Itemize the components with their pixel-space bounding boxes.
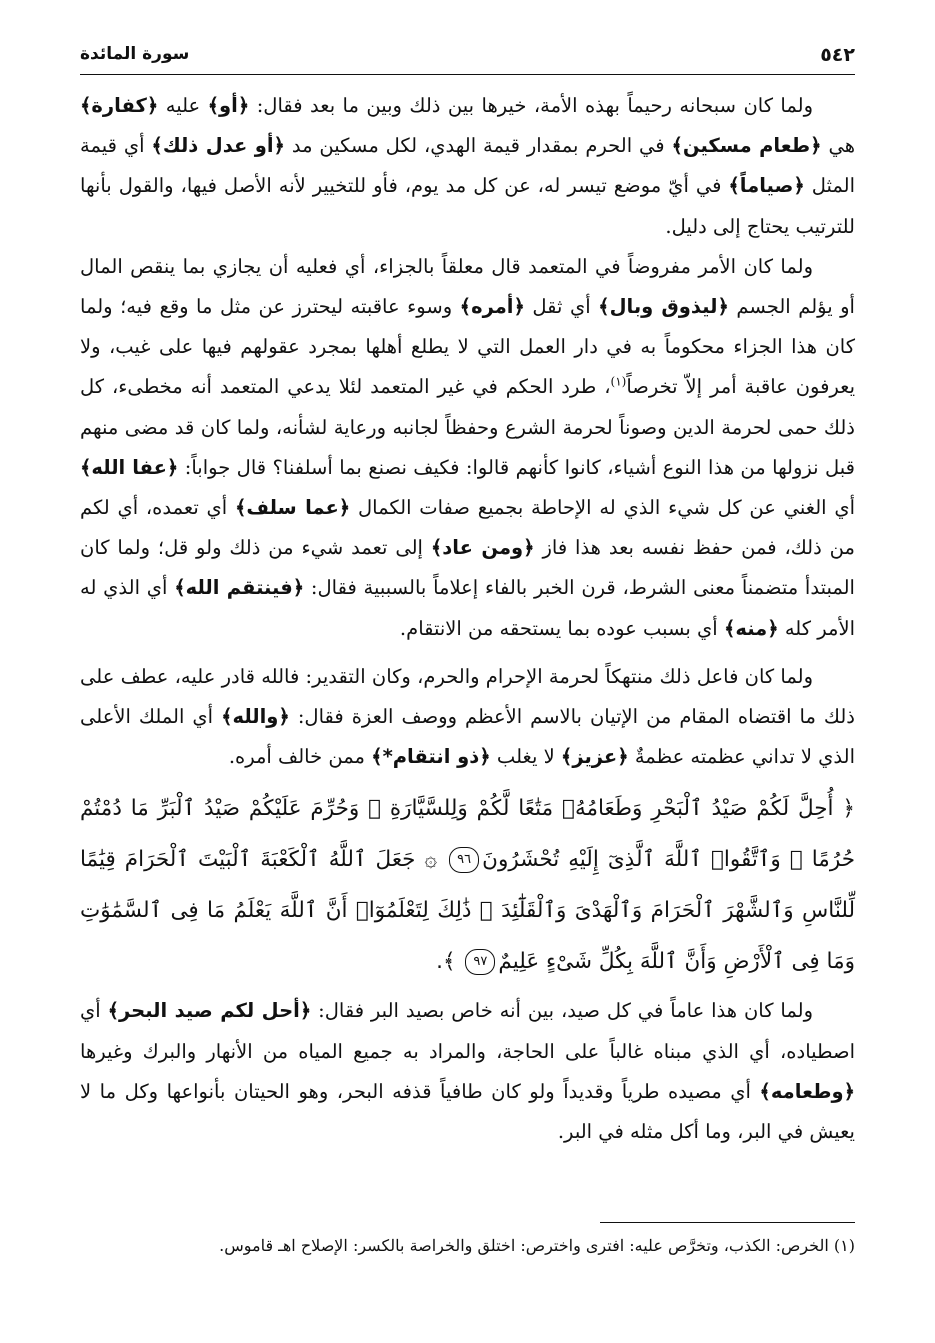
quran-quote: ﴿فينتقم الله﴾ — [174, 576, 305, 600]
text-run: أي بسبب عوده بما يستحقه من الانتقام. — [399, 616, 724, 640]
quran-quote: ﴿صياماً﴾ — [728, 174, 805, 198]
text-run: أي ثقل — [524, 295, 599, 319]
quran-quote: ﴿أو عدل ذلك﴾ — [151, 134, 285, 158]
footnote-text: الخرص: الكذب، وتخرَّص عليه: افترى واخترص: اختلق والخراصة بالكسر: الإصلاح اهـ قاموس. — [219, 1236, 834, 1255]
quran-quote: ﴿كفارة﴾ — [80, 94, 159, 117]
quran-quote: ﴿عزيز﴾ — [560, 745, 629, 769]
quran-quote: ﴿وطعامه﴾ — [759, 1079, 855, 1103]
quran-quote: ﴿ذو انتقام*﴾ — [371, 745, 491, 769]
quran-quote: ﴿طعام مسكين﴾ — [671, 134, 822, 158]
quran-quote: ﴿أمره﴾ — [459, 295, 525, 319]
text-run: لا يغلب — [490, 745, 561, 769]
text-run: أي قيمة المثل — [80, 134, 855, 198]
commentary-body — [80, 86, 855, 1152]
ayah-number-97: ٩٧ — [465, 949, 495, 975]
paragraph-2 — [80, 247, 855, 649]
paragraph-3 — [80, 657, 855, 778]
text-run: أي الملك الأعلى الذي لا تداني عظمته عظمةٌ — [80, 705, 855, 769]
text-run: ولما كان سبحانه رحيماً بهذه الأمة، خيرها بين ذلك وبين ما بعد فقال: — [249, 94, 813, 117]
quran-quote: ﴿أو﴾ — [207, 94, 250, 117]
quran-verses-block — [80, 783, 855, 987]
verse-97: جَعَلَ ٱللَّهُ ٱلْكَعْبَةَ ٱلْبَيْتَ ٱلْحَرَامَ قِيَٰمًا لِّلنَّاسِ وَٱلشَّهْرَ ٱلْحَرَامَ وَٱلْهَدْىَ وَٱلْقَلَٰٓئِدَ ۚ ذَٰلِكَ لِتَعْلَمُوٓا۟ أَنَّ ٱللَّهَ يَعْلَمُ مَا فِى ٱلسَّمَٰوَٰتِ وَمَا فِى ٱلْأَرْضِ وَأَنَّ ٱللَّهَ بِكُلِّ شَىْءٍ عَلِيمٌ — [80, 847, 855, 975]
text-run: ، طرد الحكم في غير المتعمد لئلا يدعي المتعمد أنه مخطىء، كل ذلك حمى لحرمة الدين وصوناً لحرمة الشرع وحفظاً لجانبه ورعاية لشأنه، ولما كان قد مضى منهم قبل نزولها من هذا النوع أشياء، كانوا كأنهم قالوا: فكيف نصنع بما أسلفنا؟ قال جواباً: — [80, 375, 856, 479]
text-run: هي — [821, 134, 855, 158]
footnote-marker: (١) — [833, 1236, 855, 1255]
text-run: أي مصيده طرياً وقديداً ولو كان طافياً قذفه البحر، وهو الحيتان بأنواعها وكل ما لا يعيش في البر، وما أكل مثله في البر. — [80, 1079, 855, 1144]
quran-quote: ﴿منه﴾ — [723, 616, 779, 640]
text-run: في الحرم بمقدار قيمة الهدي، لكل مسكين مد — [284, 134, 672, 158]
text-run: وسوء عاقبته ليحترز عن مثل ما وقع فيه؛ ولما كان هذا الجزاء محكوماً به في دار العمل التي لا يطلع أهلها بمجرد عقولهم فيها على غيب، ولا يعرفون عاقبة أمر إلاّ تخرصاً — [80, 295, 855, 399]
verse-96: ﴿ أُحِلَّ لَكُمْ صَيْدُ ٱلْبَحْرِ وَطَعَامُهُۥ مَتَٰعًا لَّكُمْ وَلِلسَّيَّارَةِ ۖ وَحُرِّمَ عَلَيْكُمْ صَيْدُ ٱلْبَرِّ مَا دُمْتُمْ حُرُمًا ۗ وَٱتَّقُوا۟ ٱللَّهَ ٱلَّذِىٓ إِلَيْهِ تُحْشَرُونَ — [80, 796, 855, 873]
paragraph-4 — [80, 991, 855, 1152]
page-number: ٥٤٢ — [820, 44, 855, 66]
text-run: في أيّ موضع تيسر له، عن كل مد يوم، فأو للتخيير لأنه الأصل فيها، والقول بأنها للترتيب يحتاج إلى دليل. — [80, 174, 855, 238]
paragraph-1 — [80, 86, 855, 247]
text-run: أي الذي له الأمر كله — [80, 576, 855, 640]
text-run: ممن خالف أمره. — [228, 745, 372, 769]
text-run: عليه — [158, 94, 208, 117]
page-header — [80, 42, 855, 75]
footnote-divider — [600, 1222, 855, 1223]
quran-quote: ﴿والله﴾ — [221, 705, 290, 729]
text-run: ولما كان هذا عاماً في كل صيد، بين أنه خاص بصيد البر فقال: — [311, 999, 813, 1023]
verses-close: ﴾. — [436, 949, 463, 975]
text-run: ولما كان الأمر مفروضاً في المتعمد قال معلقاً بالجزاء، أي فعليه أن يجازي بما ينقص المال أو يؤلم الجسم — [80, 254, 855, 319]
text-run: ولما كان فاعل ذلك منتهكاً لحرمة الإحرام والحرم، وكان التقدير: فالله قادر عليه، عطف على ذلك ما اقتضاه المقام من الإتيان بالاسم الأعظم ووصف العزة فقال: — [80, 664, 855, 729]
text-run: إلى تعمد شيء من ذلك ولو قل؛ ولما كان المبتدأ متضمناً معنى الشرط، قرن الخبر بالفاء إعلاماً بالسببية فقال: — [80, 536, 855, 600]
quran-quote: ﴿أحل لكم صيد البحر﴾ — [107, 999, 312, 1023]
quran-quote: ﴿ومن عاد﴾ — [430, 536, 535, 560]
quran-quote: ﴿عما سلف﴾ — [234, 496, 351, 520]
quran-quote: ﴿ليذوق وبال﴾ — [598, 295, 729, 319]
quran-quote: ﴿عفا الله﴾ — [80, 455, 179, 479]
surah-name: سورة المائدة — [80, 44, 190, 64]
verse-separator: ۞ — [415, 847, 447, 873]
ayah-number-96: ٩٦ — [449, 847, 479, 873]
text-run: أي اصطياده، أي الذي مبناه غالباً على الحاجة، والمراد به جميع المياه من الأنهار والبرك وغيرها — [80, 999, 855, 1063]
footnote — [80, 1232, 855, 1260]
footnote-reference[interactable]: (١) — [610, 374, 627, 389]
text-run: أي الغني عن كل شيء الذي له الإحاطة بجميع صفات الكمال — [350, 496, 856, 520]
text-run: أي تعمده، أي لكم من ذلك، فمن حفظ نفسه بعد هذا فاز — [80, 496, 855, 560]
